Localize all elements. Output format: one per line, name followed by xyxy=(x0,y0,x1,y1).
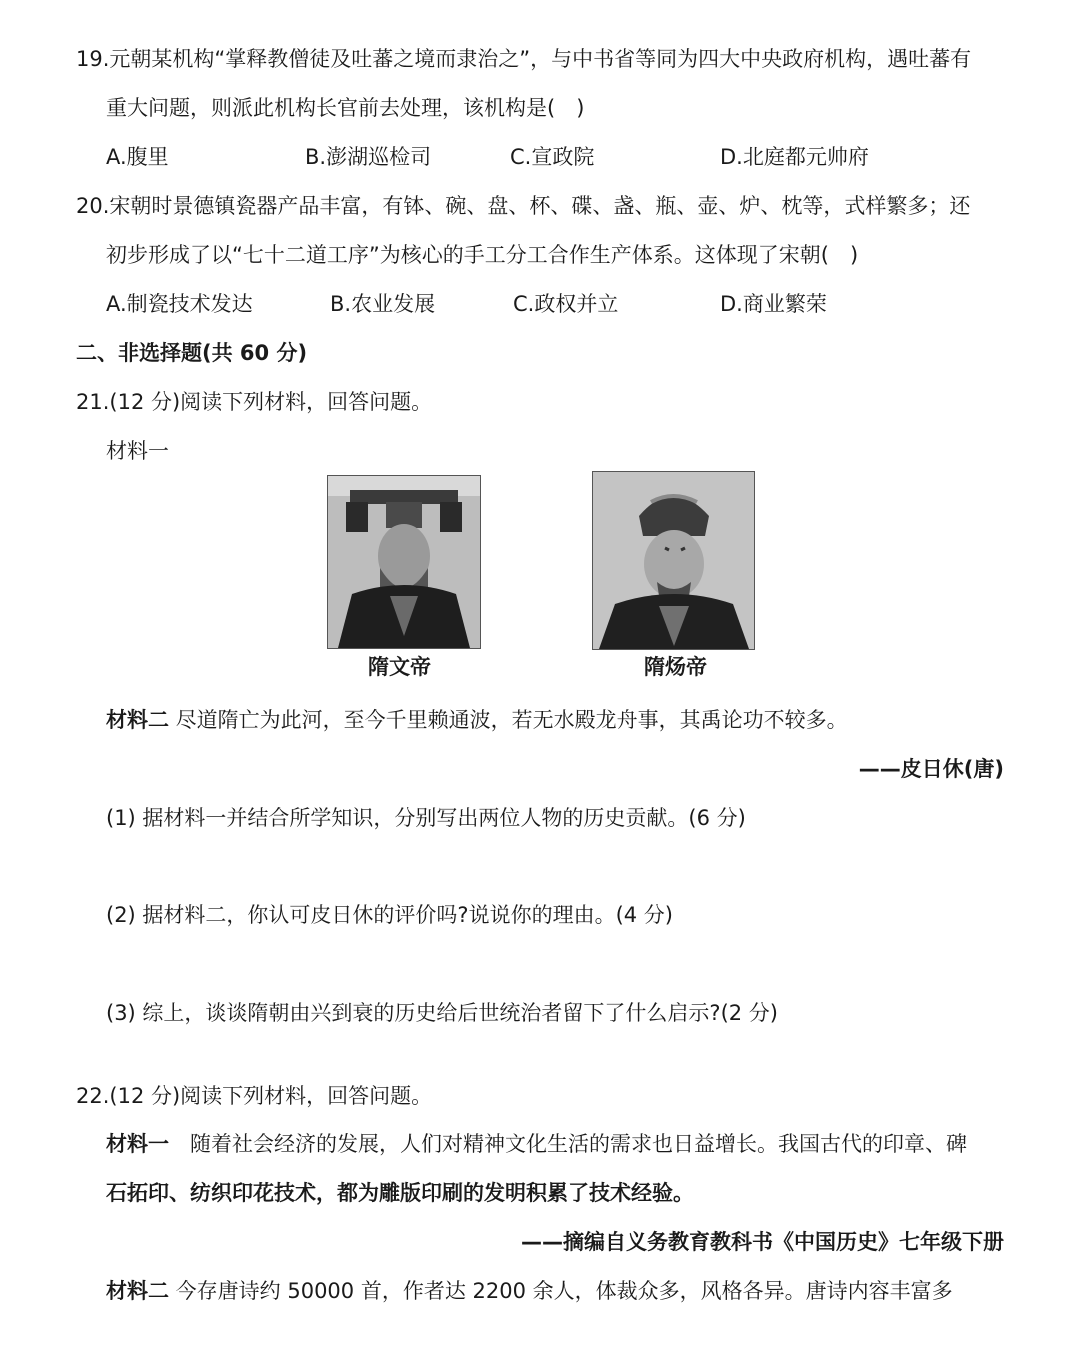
q21-material2-label: 材料二 xyxy=(106,708,169,732)
portrait-sui-yangdi xyxy=(592,471,755,650)
q20-option-a: A.制瓷技术发达 xyxy=(106,292,253,316)
q20-stem-line2: 初步形成了以“七十二道工序”为核心的手工分工合作生产体系。这体现了宋朝( ) xyxy=(106,243,859,267)
q19-stem-line1: 19.元朝某机构“掌释教僧徒及吐蕃之境而隶治之”，与中书省等同为四大中央政府机构，遇吐蕃有 xyxy=(76,47,972,71)
q20-option-b: B.农业发展 xyxy=(330,292,436,316)
q20-option-d: D.商业繁荣 xyxy=(720,292,827,316)
q21-sub1: (1) 据材料一并结合所学知识，分别写出两位人物的历史贡献。(6 分) xyxy=(106,806,746,830)
portrait-sui-wendi-image xyxy=(328,476,480,648)
q21-stem: 21.(12 分)阅读下列材料，回答问题。 xyxy=(76,390,433,414)
q22-material2-label: 材料二 xyxy=(106,1279,169,1303)
portrait-sui-wendi xyxy=(327,475,481,649)
q22-material2-line1 xyxy=(106,1276,953,1306)
q22-material1-label: 材料一 xyxy=(106,1132,169,1156)
q22-material1-line2: 石拓印、纺织印花技术，都为雕版印刷的发明积累了技术经验。 xyxy=(106,1181,694,1205)
q22-material1-text: 随着社会经济的发展，人们对精神文化生活的需求也日益增长。我国古代的印章、碑 xyxy=(169,1132,967,1156)
portrait-sui-yangdi-image xyxy=(593,472,754,649)
q20-option-c: C.政权并立 xyxy=(513,292,619,316)
q21-sub2: (2) 据材料二，你认可皮日休的评价吗?说说你的理由。(4 分) xyxy=(106,903,673,927)
q21-sub3: (3) 综上，谈谈隋朝由兴到衰的历史给后世统治者留下了什么启示?(2 分) xyxy=(106,1001,778,1025)
q19-option-b: B.澎湖巡检司 xyxy=(305,145,432,169)
section-title: 二、非选择题(共 60 分) xyxy=(76,341,308,365)
q19-option-c: C.宣政院 xyxy=(510,145,595,169)
q19-stem-line2: 重大问题，则派此机构长官前去处理，该机构是( ) xyxy=(106,96,585,120)
q21-material1-label: 材料一 xyxy=(106,439,169,463)
q22-stem: 22.(12 分)阅读下列材料，回答问题。 xyxy=(76,1084,433,1108)
q21-material2-text: 尽道隋亡为此河，至今千里赖通波，若无水殿龙舟事，其禹论功不较多。 xyxy=(169,708,848,732)
q22-material1-line1 xyxy=(106,1129,967,1159)
q21-material2 xyxy=(106,705,848,735)
q20-stem-line1: 20.宋朝时景德镇瓷器产品丰富，有钵、碗、盘、杯、碟、盏、瓶、壶、炉、枕等，式样繁多；还 xyxy=(76,194,971,218)
caption-sui-wendi: 隋文帝 xyxy=(368,655,431,679)
q22-material2-text: 今存唐诗约 50000 首，作者达 2200 余人，体裁众多，风格各异。唐诗内容丰富多 xyxy=(169,1279,953,1303)
caption-sui-yangdi: 隋炀帝 xyxy=(644,655,707,679)
q22-material1-source: ——摘编自义务教育教科书《中国历史》七年级下册 xyxy=(521,1230,1004,1254)
q21-material2-source: ——皮日休(唐) xyxy=(858,757,1004,781)
q19-option-d: D.北庭都元帅府 xyxy=(720,145,869,169)
q19-option-a: A.腹里 xyxy=(106,145,169,169)
